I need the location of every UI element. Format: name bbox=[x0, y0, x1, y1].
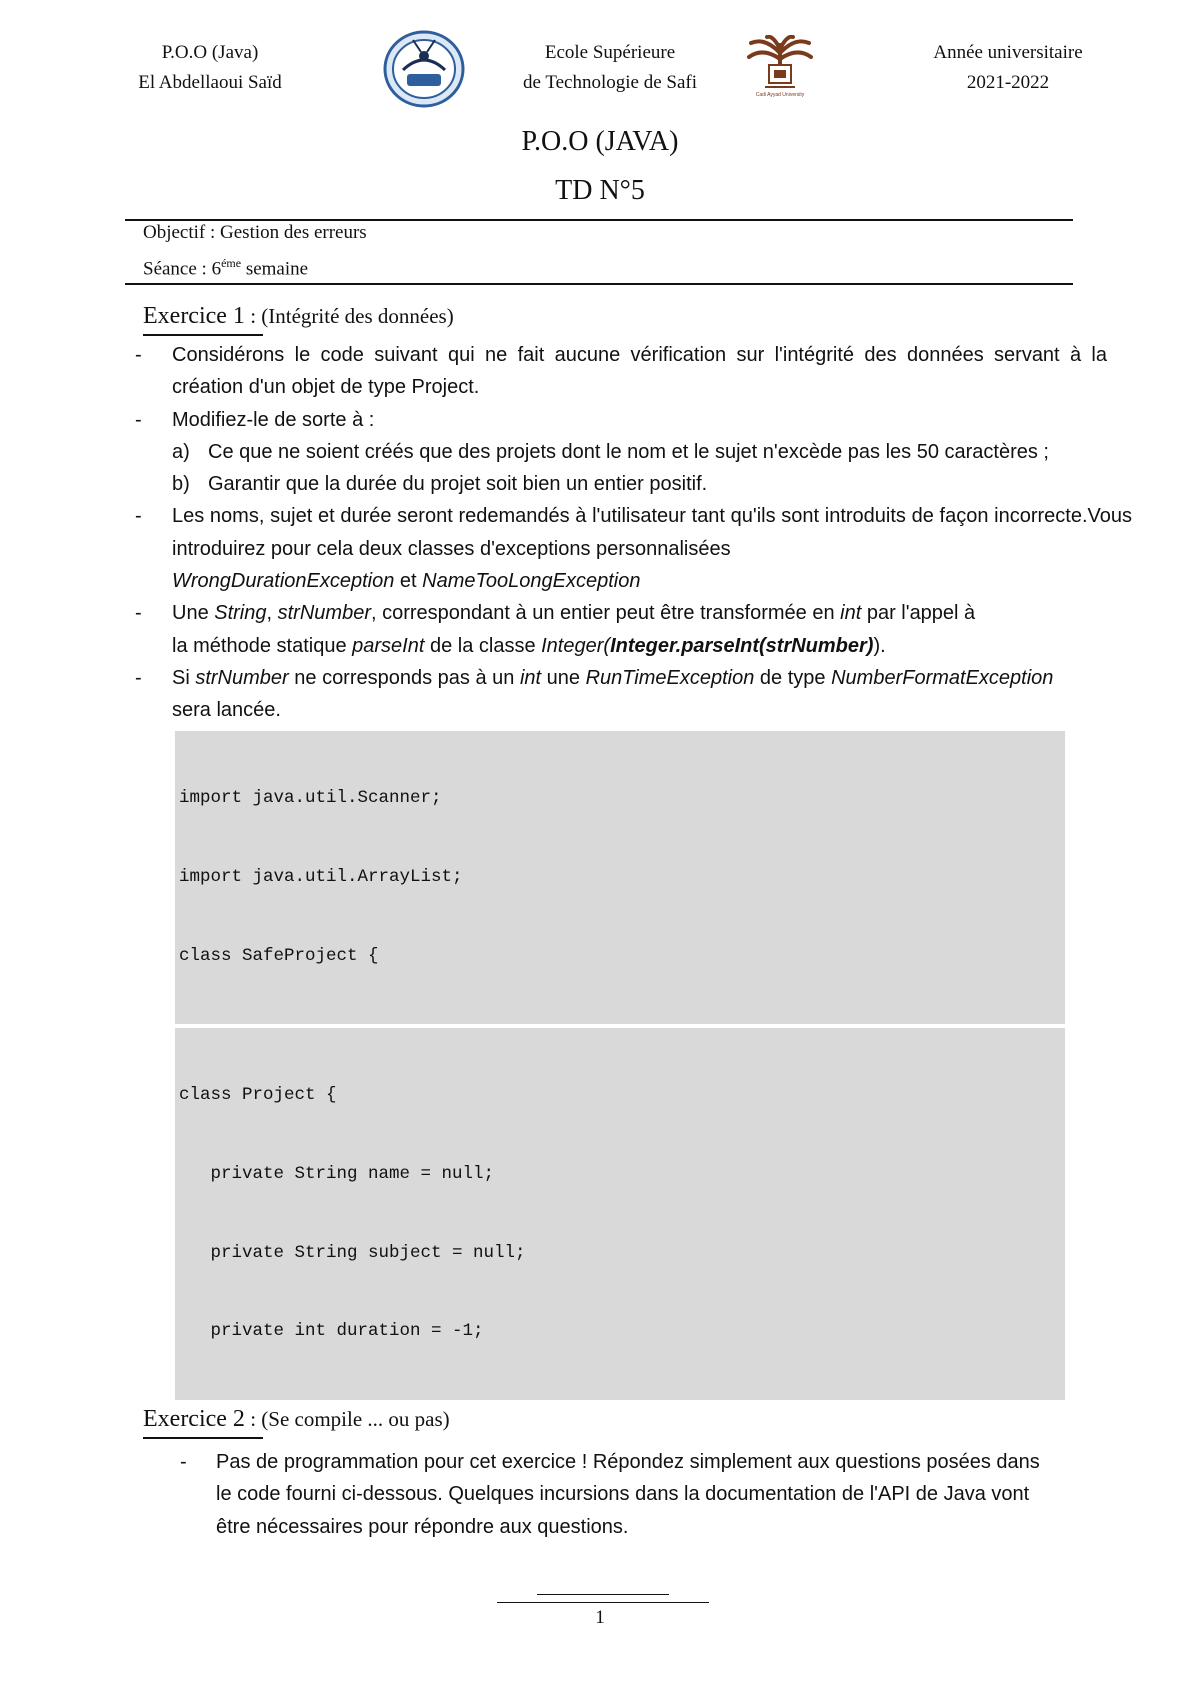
list-item: - Pas de programmation pour cet exercice ! Répondez simplement aux questions posées dans le code fourni ci-dessous. Quelques incursions dans la documentation de l'API de Java vont être nécessaires pour répondre aux questions. bbox=[180, 1451, 1040, 1538]
exercise-2-instructions bbox=[180, 1446, 1060, 1543]
header-year-label: Année universitaire bbox=[933, 42, 1083, 63]
header-school: Ecole Supérieure bbox=[544, 42, 676, 63]
code-line: private int duration = -1; bbox=[179, 1321, 484, 1342]
session-prefix: Séance : 6 bbox=[143, 258, 222, 280]
session-suffix: semaine bbox=[241, 258, 309, 280]
exercise-1-heading bbox=[143, 303, 454, 330]
page-subtitle: TD N°5 bbox=[555, 175, 645, 206]
exercise-1-subtitle: : (Intégrité des données) bbox=[244, 304, 454, 328]
code-line: import java.util.Scanner; bbox=[179, 788, 442, 809]
list-item: - Considérons le code suivant qui ne fait aucune vérification sur l'intégrité des données servant à la création d'un objet de type Project. bbox=[135, 344, 1107, 399]
code-line bbox=[179, 1397, 1065, 1400]
header-year: 2021-2022 bbox=[966, 72, 1050, 93]
code-line bbox=[179, 1021, 1065, 1024]
exercise-2-heading bbox=[143, 1406, 450, 1433]
code-block-safeproject bbox=[175, 731, 1065, 1024]
sub-item-b: b) Garantir que la durée du projet soit bien un entier positif. bbox=[172, 473, 708, 496]
header-author: El Abdellaoui Saïd bbox=[138, 72, 282, 93]
code-line: class SafeProject { bbox=[179, 945, 379, 966]
exercise-2-subtitle: : (Se compile ... ou pas) bbox=[244, 1407, 450, 1431]
list-item: - Les noms, sujet et durée seront redemandés à l'utilisateur tant qu'ils sont introduits de façon incorrecte.Vous introduirez pour cela deux classes d'exceptions personnalisées WrongDurationException et NameTooLongException bbox=[135, 505, 1132, 593]
header-center bbox=[510, 38, 710, 98]
code-line: private String subject = null; bbox=[179, 1242, 526, 1263]
exercise-1-title: Exercice 1 bbox=[143, 303, 245, 330]
code-line: import java.util.ArrayList; bbox=[179, 867, 463, 887]
session bbox=[143, 256, 308, 280]
top-rule bbox=[125, 219, 1073, 221]
footer-rule-long bbox=[497, 1602, 709, 1603]
list-item: - Modifiez-le de sorte à : bbox=[135, 408, 375, 431]
code-line: class Project { bbox=[179, 1085, 337, 1106]
header-right bbox=[908, 38, 1108, 98]
university-logo bbox=[745, 35, 815, 103]
code-line: private String name = null; bbox=[179, 1164, 495, 1184]
list-item: - Si strNumber ne corresponds pas à un int une RunTimeException de type NumberFormatException sera lancée. bbox=[135, 666, 1054, 722]
exercise-2-title: Exercice 2 bbox=[143, 1406, 245, 1433]
page-number: 1 bbox=[595, 1607, 605, 1628]
sub-item-a: a) Ce que ne soient créés que des projets dont le nom et le sujet n'excède pas les 50 caractères ; bbox=[172, 440, 1049, 463]
session-sup: éme bbox=[221, 256, 242, 270]
bottom-rule bbox=[125, 283, 1073, 285]
university-logo-caption: Cadi Ayyad University bbox=[755, 92, 805, 98]
code-block-project bbox=[175, 1028, 1065, 1400]
objective: Objectif : Gestion des erreurs bbox=[143, 222, 367, 243]
school-logo bbox=[383, 30, 465, 108]
header-course: P.O.O (Java) bbox=[161, 42, 259, 63]
footer-rule-short bbox=[537, 1594, 669, 1595]
header-school-city: de Technologie de Safi bbox=[522, 72, 697, 93]
list-item: - Une String, strNumber, correspondant à un entier peut être transformée en int par l'appel à la méthode statique parseInt de la classe Integer(Integer.parseInt(strNumber)). bbox=[135, 602, 976, 657]
exercise-1-instructions bbox=[135, 339, 1132, 727]
page-title: P.O.O (JAVA) bbox=[521, 126, 679, 157]
header-left bbox=[120, 38, 300, 98]
